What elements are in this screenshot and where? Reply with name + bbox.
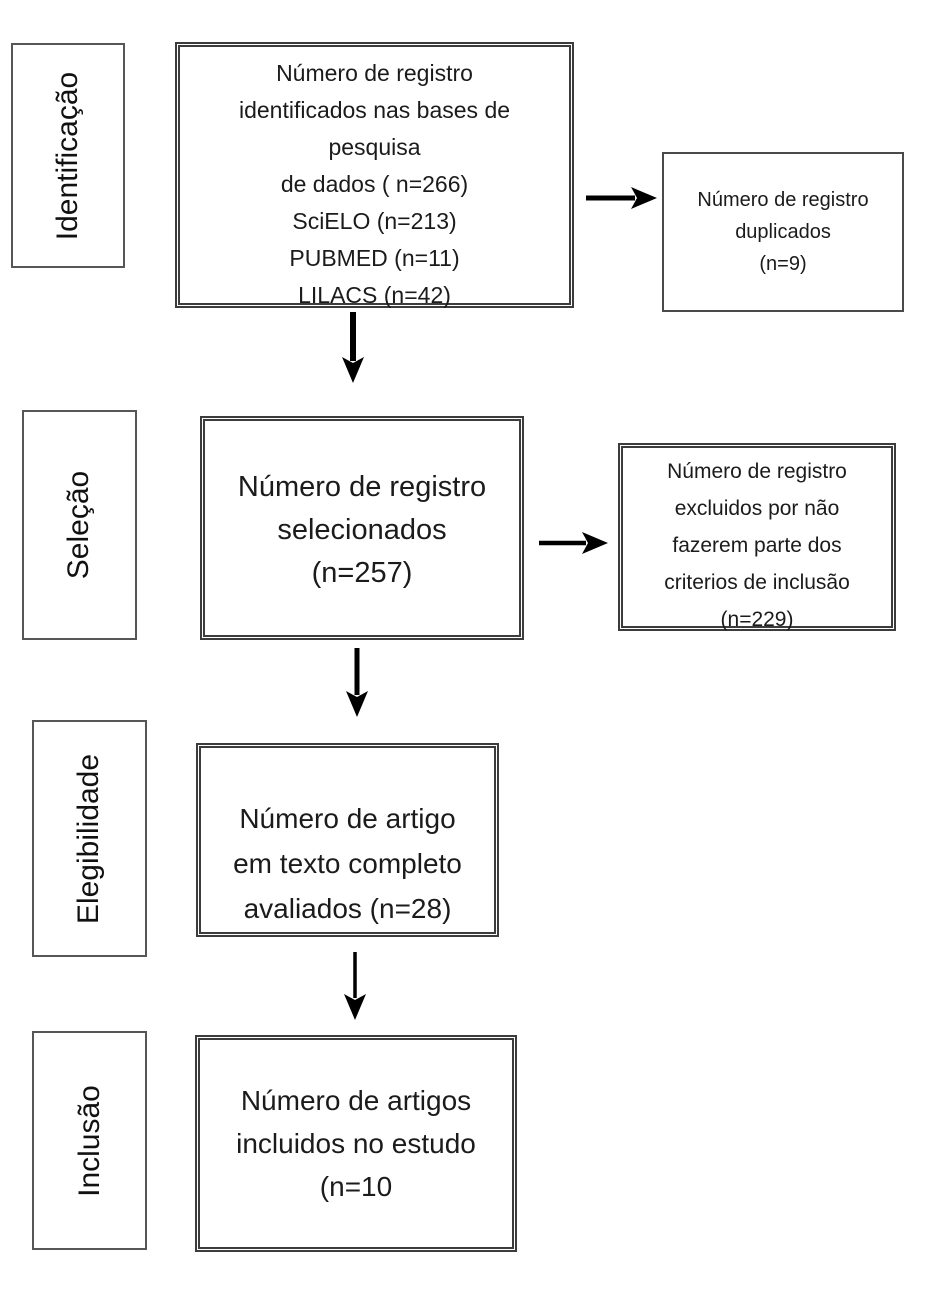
stage-label-identification <box>11 43 125 268</box>
box-fulltext-assessed <box>196 743 499 937</box>
text-line: Número de registro <box>697 189 869 211</box>
text-line: Número de registro <box>667 460 847 483</box>
arrow-eligibility-to-inclusion <box>340 950 370 1022</box>
stage-label-text: Identificação <box>51 71 85 240</box>
arrow-selection-to-eligibility <box>342 645 372 719</box>
text-line: pesquisa <box>328 134 421 160</box>
stage-label-inclusion <box>32 1031 147 1250</box>
text-line: Número de artigos <box>240 1085 472 1116</box>
box-selected-records <box>200 416 524 640</box>
text-line: SciELO (n=213) <box>292 208 457 234</box>
text-line: PUBMED (n=11) <box>289 245 460 271</box>
arrow-identification-to-selection <box>338 309 368 385</box>
box-identified-records <box>175 42 574 308</box>
text-line: criterios de inclusão <box>664 571 850 594</box>
text-line: (n=10 <box>319 1171 393 1202</box>
text-line: identificados nas bases de <box>238 97 511 123</box>
box-duplicate-records <box>662 152 904 312</box>
text-line: selecionados <box>277 513 447 546</box>
text-line: incluidos no estudo <box>236 1128 476 1159</box>
arrow-selection-to-excluded <box>536 528 610 558</box>
box-excluded-records <box>618 443 896 631</box>
text-line: (n=9) <box>759 253 807 275</box>
stage-label-selection <box>22 410 137 640</box>
text-line: Número de registro <box>276 60 473 86</box>
text-line: duplicados <box>735 221 831 243</box>
stage-label-eligibility <box>32 720 147 957</box>
text-line: Número de registro <box>237 470 487 503</box>
text-line: excluidos por não <box>674 497 840 520</box>
text-line: avaliados (n=28) <box>243 892 452 924</box>
arrow-identification-to-duplicates <box>583 183 659 213</box>
text-line: (n=257) <box>311 556 413 589</box>
stage-label-text: Seleção <box>62 470 96 580</box>
stage-label-text: Elegibilidade <box>72 753 106 924</box>
stage-label-text: Inclusão <box>72 1084 106 1197</box>
text-line: (n=229) <box>720 608 794 631</box>
text-line: fazerem parte dos <box>672 534 842 557</box>
text-line: de dados ( n=266) <box>280 171 469 197</box>
text-line: em texto completo <box>233 847 462 879</box>
box-included-studies <box>195 1035 517 1252</box>
text-line: LILACS (n=42) <box>298 282 451 308</box>
text-line: Número de artigo <box>239 802 456 834</box>
